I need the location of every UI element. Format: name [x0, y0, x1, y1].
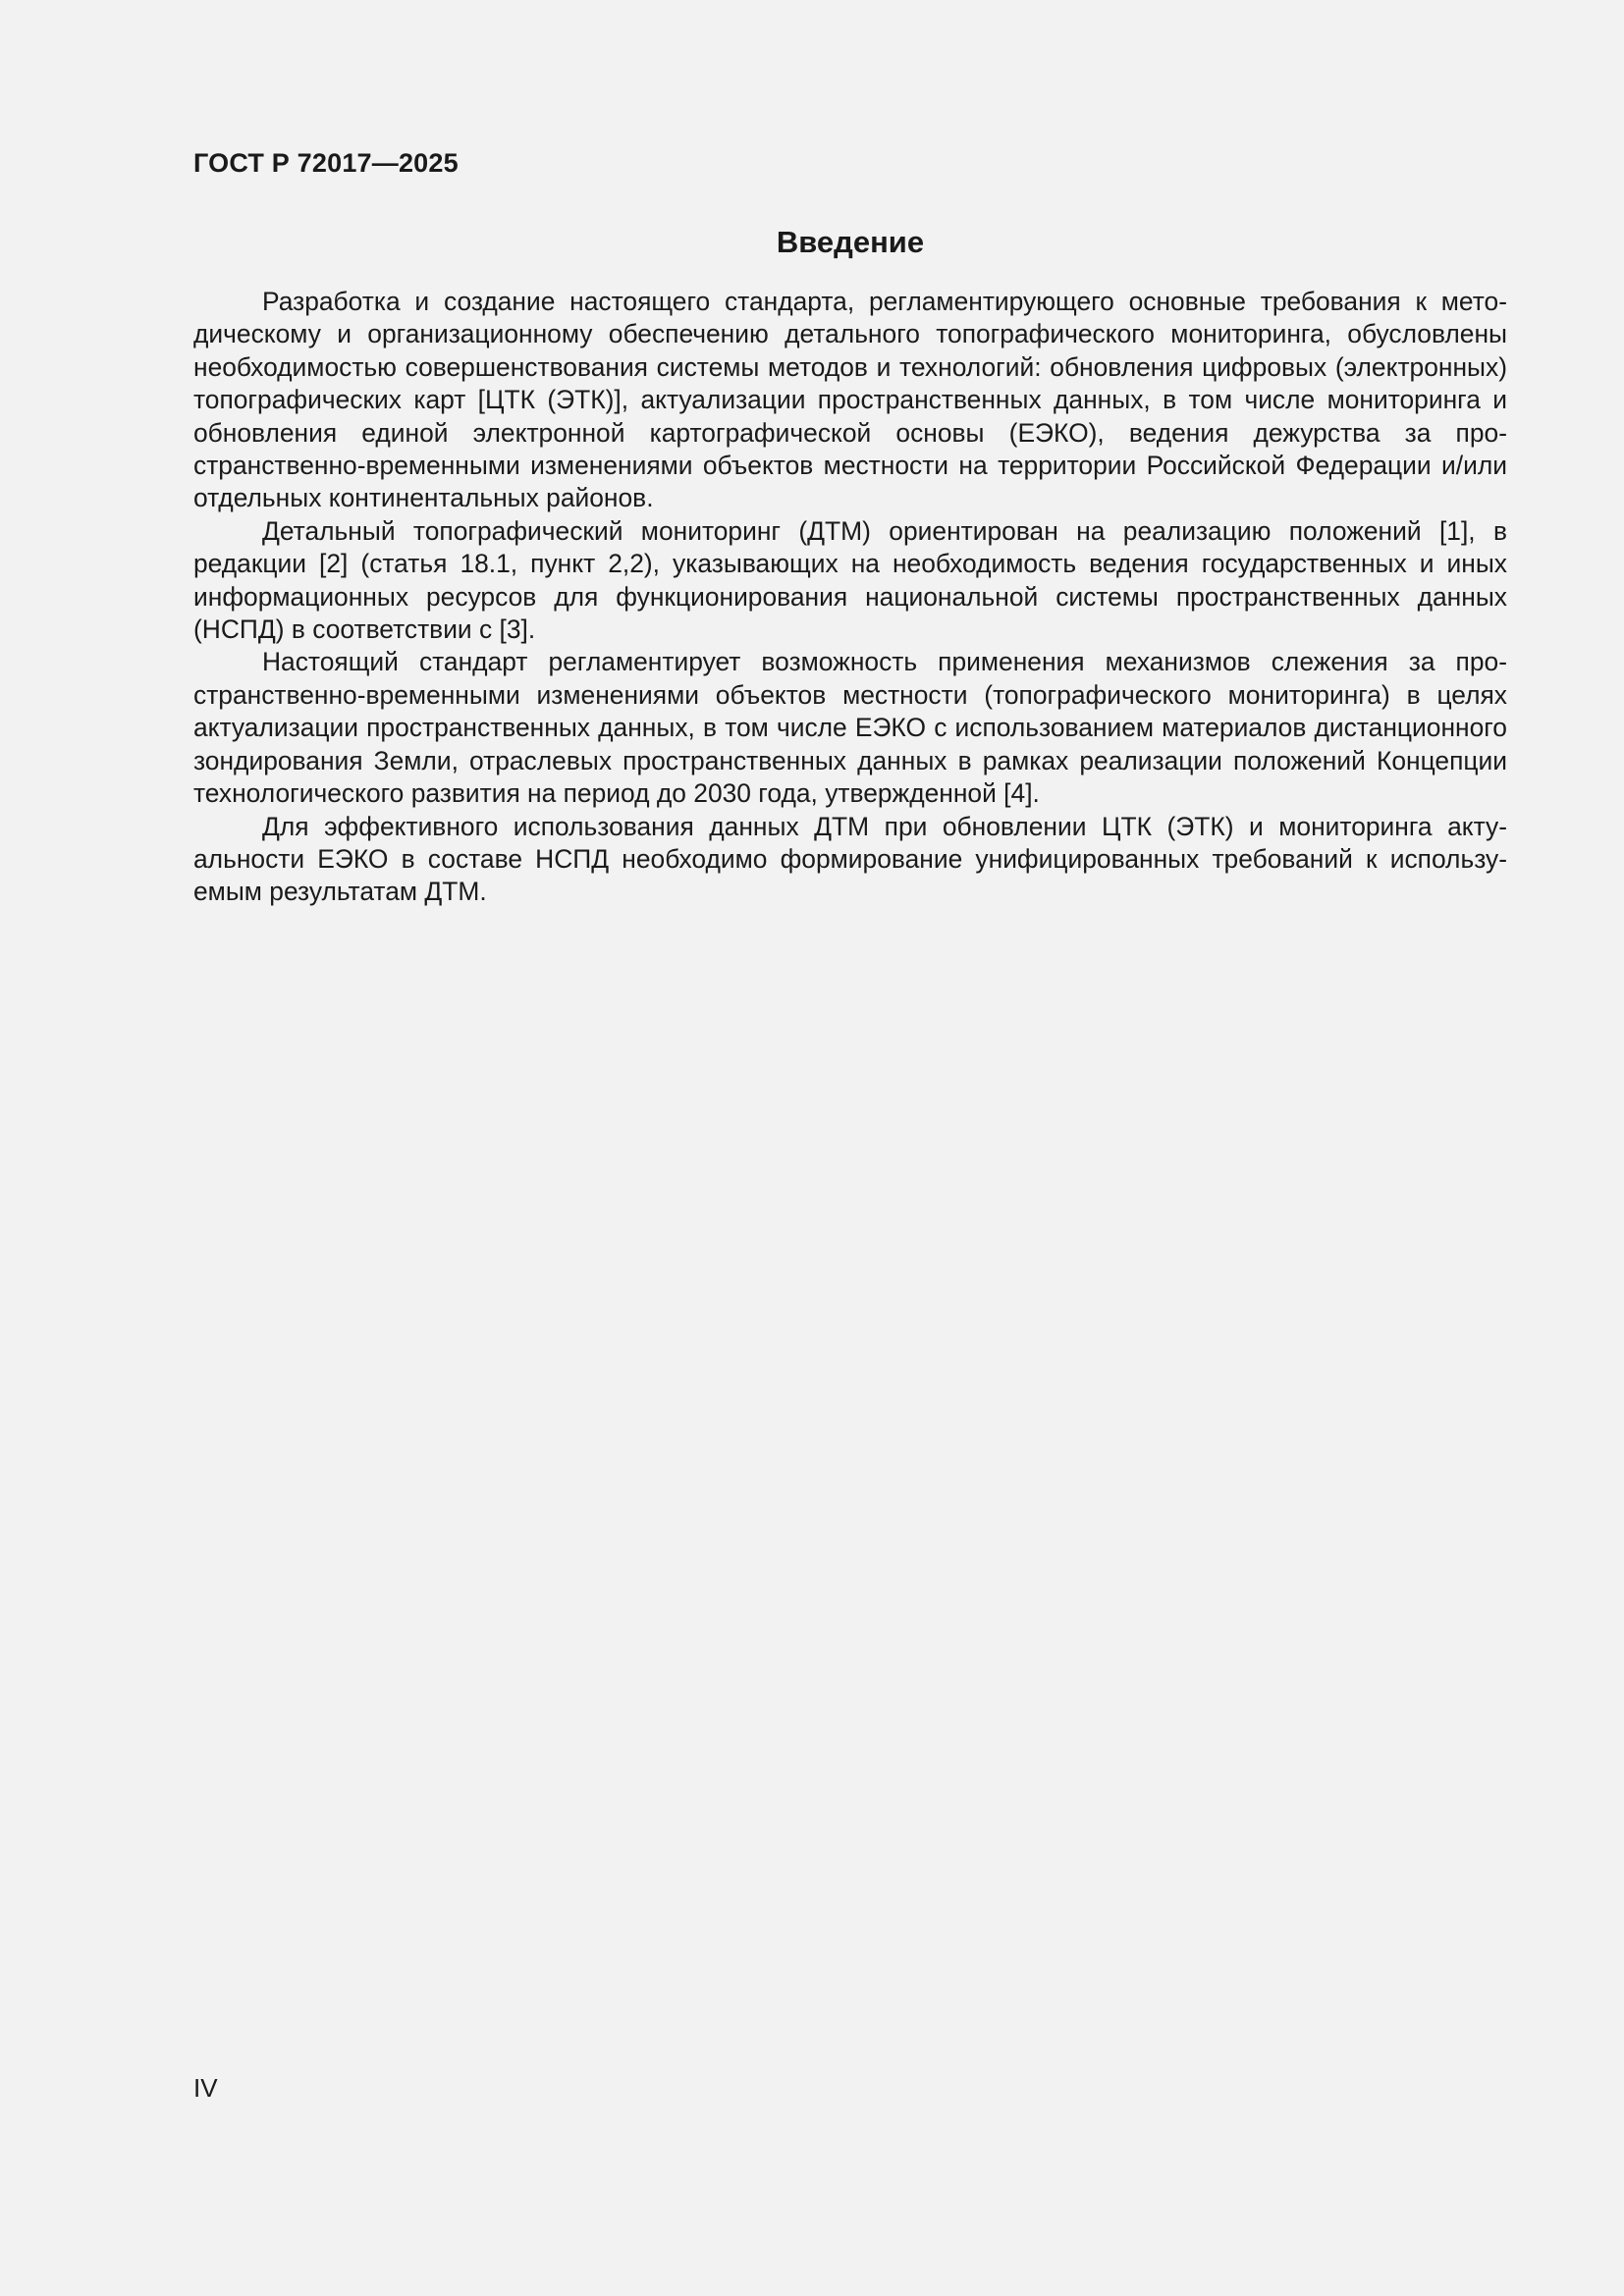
- body-text: [193, 286, 1507, 909]
- section-title: Введение: [776, 225, 925, 259]
- document-header: ГОСТ Р 72017—2025: [193, 148, 459, 178]
- paragraph: Детальный топографический мониторинг (ДТМ) ориентирован на реализацию положений [1], в редакции [2] (статья 18.1, пункт 2,2), указывающих на необходимость ведения государственных и иных информационных ресурсов для функционирования национальной системы пространственных данных (НСПД) в соответствии с [3].: [193, 515, 1507, 645]
- paragraph: Разработка и создание настоящего стандарта, регламентирующего основные требования к методическому и организационному обеспечению детального топографического мониторинга, обусловлены необходимостью совершенствования системы методов и технологий: обновления цифровых (электронных) топографических карт [ЦТК (ЭТК)], актуализации пространственных данных, в том числе мониторинга и обновления единой электронной картографической основы (ЕЭКО), ведения дежурства за пространственно-временными изменениями объектов местности на территории Российской Федерации и/или отдельных континентальных районов.: [193, 287, 1507, 513]
- page-number: IV: [193, 2073, 218, 2103]
- paragraph: Настоящий стандарт регламентирует возможность применения механизмов слежения за пространственно-временными изменениями объектов местности (топографического мониторинга) в целях актуализации пространственных данных, в том числе ЕЭКО с использованием материалов дистанционного зондирования Земли, отраслевых пространственных данных в рамках реализации положений Концепции технологического развития на период до 2030 года, утвержденной [4].: [193, 647, 1507, 809]
- paragraph: Для эффективного использования данных ДТМ при обновлении ЦТК (ЭТК) и мониторинга актуальности ЕЭКО в составе НСПД необходимо формирование унифицированных требований к используемым результатам ДТМ.: [193, 811, 1507, 907]
